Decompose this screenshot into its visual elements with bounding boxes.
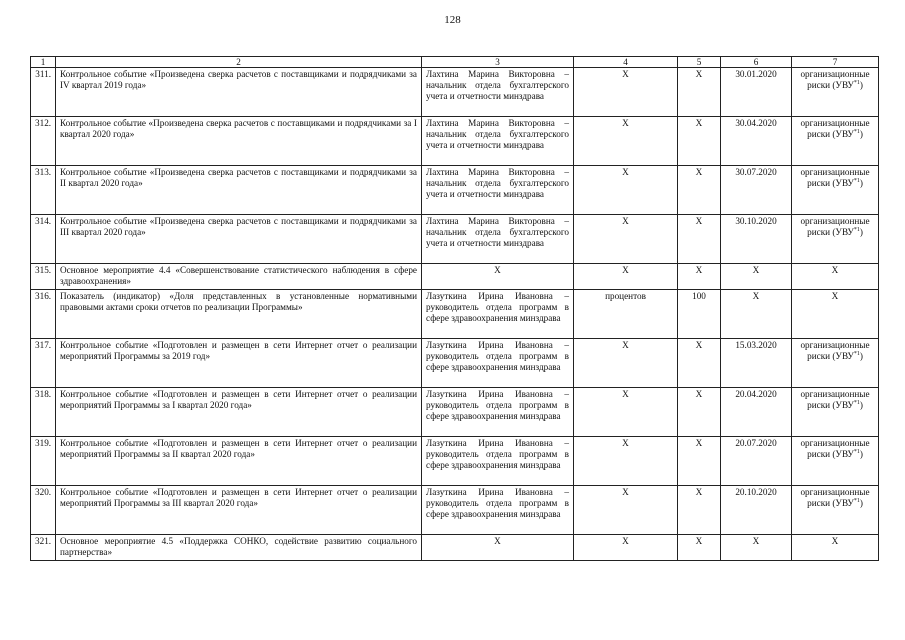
risk-text-tail: ): [859, 178, 863, 189]
responsible-person: Лазуткина Ирина Ивановна – руководитель отдела программ в сфере здравоохранения минздрава: [422, 339, 574, 388]
due-date: X: [721, 290, 792, 339]
risk-text: организационные риски (УВУ: [800, 487, 870, 509]
risk-text: организационные риски (УВУ: [800, 167, 870, 189]
unit-of-measure: X: [574, 388, 678, 437]
activity-name: Контрольное событие «Подготовлен и размещен в сети Интернет отчет о реализации мероприятий Программы за I квартал 2020 года»: [56, 388, 422, 437]
responsible-person: X: [422, 264, 574, 290]
responsible-person: X: [422, 535, 574, 561]
activity-name: Показатель (индикатор) «Доля представленных в установленные нормативными правовыми актами сроки отчетов по реализации Программы»: [56, 290, 422, 339]
responsible-person: Лахтина Марина Викторовна – начальник отдела бухгалтерского учета и отчетности минздрава: [422, 68, 574, 117]
risk-text: организационные риски (УВУ: [800, 340, 870, 362]
due-date: 30.04.2020: [721, 117, 792, 166]
target-value: X: [678, 117, 721, 166]
risk-footnote-mark: *1: [853, 129, 860, 136]
unit-of-measure: X: [574, 486, 678, 535]
column-header: 1: [31, 57, 56, 68]
risk-text-tail: ): [859, 400, 863, 411]
table-row: [31, 68, 879, 117]
activity-name: Контрольное событие «Произведена сверка расчетов с поставщиками и подрядчиками за II квартал 2020 года»: [56, 166, 422, 215]
target-value: X: [678, 388, 721, 437]
row-number: 314.: [31, 215, 56, 264]
activity-name: Контрольное событие «Подготовлен и размещен в сети Интернет отчет о реализации мероприятий Программы за 2019 год»: [56, 339, 422, 388]
risk-text-tail: ): [859, 351, 863, 362]
target-value: X: [678, 437, 721, 486]
risk-cell: [792, 339, 879, 388]
activity-name: Основное мероприятие 4.4 «Совершенствование статистического наблюдения в сфере здравоохранения»: [56, 264, 422, 290]
risk-cell: [792, 437, 879, 486]
row-number: 312.: [31, 117, 56, 166]
risk-footnote-mark: *1: [853, 227, 860, 234]
risk-text: организационные риски (УВУ: [800, 389, 870, 411]
due-date: 30.07.2020: [721, 166, 792, 215]
target-value: 100: [678, 290, 721, 339]
table-row: [31, 215, 879, 264]
table-row: [31, 117, 879, 166]
responsible-person: Лахтина Марина Викторовна – начальник отдела бухгалтерского учета и отчетности минздрава: [422, 166, 574, 215]
column-header: 7: [792, 57, 879, 68]
row-number: 319.: [31, 437, 56, 486]
column-header: 2: [56, 57, 422, 68]
risk-text: организационные риски (УВУ: [800, 216, 870, 238]
responsible-person: Лазуткина Ирина Ивановна – руководитель отдела программ в сфере здравоохранения минздрава: [422, 290, 574, 339]
risk-text: организационные риски (УВУ: [800, 69, 870, 91]
due-date: 15.03.2020: [721, 339, 792, 388]
table-row: [31, 339, 879, 388]
responsible-person: Лахтина Марина Викторовна – начальник отдела бухгалтерского учета и отчетности минздрава: [422, 117, 574, 166]
unit-of-measure: X: [574, 437, 678, 486]
target-value: X: [678, 68, 721, 117]
row-number: 321.: [31, 535, 56, 561]
risk-text: организационные риски (УВУ: [800, 438, 870, 460]
row-number: 313.: [31, 166, 56, 215]
column-header: 5: [678, 57, 721, 68]
unit-of-measure: X: [574, 166, 678, 215]
row-number: 317.: [31, 339, 56, 388]
header-row: [31, 57, 879, 68]
risk-text: X: [831, 265, 839, 275]
unit-of-measure: X: [574, 264, 678, 290]
table-row: [31, 290, 879, 339]
row-number: 311.: [31, 68, 56, 117]
responsible-person: Лазуткина Ирина Ивановна – руководитель отдела программ в сфере здравоохранения минздрава: [422, 437, 574, 486]
risk-cell: [792, 215, 879, 264]
risk-cell: [792, 388, 879, 437]
due-date: 20.04.2020: [721, 388, 792, 437]
risk-footnote-mark: *1: [853, 178, 860, 185]
table-row: [31, 166, 879, 215]
risk-footnote-mark: *1: [853, 351, 860, 358]
unit-of-measure: X: [574, 535, 678, 561]
unit-of-measure: процентов: [574, 290, 678, 339]
risk-text: X: [831, 536, 839, 546]
risk-cell: [792, 264, 879, 290]
row-number: 315.: [31, 264, 56, 290]
target-value: X: [678, 215, 721, 264]
activity-name: Контрольное событие «Произведена сверка расчетов с поставщиками и подрядчиками за I квартал 2020 года»: [56, 117, 422, 166]
table-row: [31, 535, 879, 561]
page-number: 128: [444, 14, 461, 26]
risk-cell: [792, 68, 879, 117]
column-header: 3: [422, 57, 574, 68]
risk-cell: [792, 166, 879, 215]
table-row: [31, 437, 879, 486]
risk-footnote-mark: *1: [853, 400, 860, 407]
responsible-person: Лазуткина Ирина Ивановна – руководитель отдела программ в сфере здравоохранения минздрава: [422, 388, 574, 437]
unit-of-measure: X: [574, 117, 678, 166]
risk-text-tail: ): [859, 498, 863, 509]
responsible-person: Лазуткина Ирина Ивановна – руководитель отдела программ в сфере здравоохранения минздрава: [422, 486, 574, 535]
target-value: X: [678, 339, 721, 388]
activity-name: Контрольное событие «Произведена сверка расчетов с поставщиками и подрядчиками за III квартал 2020 года»: [56, 215, 422, 264]
risk-footnote-mark: *1: [853, 449, 860, 456]
due-date: 20.07.2020: [721, 437, 792, 486]
risk-footnote-mark: *1: [853, 498, 860, 505]
risk-footnote-mark: *1: [853, 80, 860, 87]
risk-text: организационные риски (УВУ: [800, 118, 870, 140]
unit-of-measure: X: [574, 68, 678, 117]
row-number: 318.: [31, 388, 56, 437]
risk-cell: [792, 535, 879, 561]
activity-name: Контрольное событие «Подготовлен и размещен в сети Интернет отчет о реализации мероприятий Программы за II квартал 2020 года»: [56, 437, 422, 486]
due-date: X: [721, 264, 792, 290]
unit-of-measure: X: [574, 339, 678, 388]
table-row: [31, 486, 879, 535]
target-value: X: [678, 166, 721, 215]
activity-table: [30, 56, 879, 561]
risk-text: X: [831, 291, 839, 301]
target-value: X: [678, 264, 721, 290]
unit-of-measure: X: [574, 215, 678, 264]
activity-name: Контрольное событие «Произведена сверка расчетов с поставщиками и подрядчиками за IV квартал 2019 года»: [56, 68, 422, 117]
target-value: X: [678, 486, 721, 535]
risk-cell: [792, 290, 879, 339]
risk-text-tail: ): [859, 129, 863, 140]
table-body: [31, 68, 879, 561]
due-date: 30.10.2020: [721, 215, 792, 264]
risk-text-tail: ): [859, 449, 863, 460]
row-number: 320.: [31, 486, 56, 535]
risk-text-tail: ): [859, 227, 863, 238]
table-row: [31, 388, 879, 437]
target-value: X: [678, 535, 721, 561]
table-row: [31, 264, 879, 290]
row-number: 316.: [31, 290, 56, 339]
due-date: 30.01.2020: [721, 68, 792, 117]
risk-text-tail: ): [859, 80, 863, 91]
column-header: 4: [574, 57, 678, 68]
responsible-person: Лахтина Марина Викторовна – начальник отдела бухгалтерского учета и отчетности минздрава: [422, 215, 574, 264]
due-date: 20.10.2020: [721, 486, 792, 535]
column-header: 6: [721, 57, 792, 68]
activity-name: Основное мероприятие 4.5 «Поддержка СОНКО, содействие развитию социального партнерства»: [56, 535, 422, 561]
risk-cell: [792, 486, 879, 535]
due-date: X: [721, 535, 792, 561]
activity-name: Контрольное событие «Подготовлен и размещен в сети Интернет отчет о реализации мероприятий Программы за III квартал 2020 года»: [56, 486, 422, 535]
risk-cell: [792, 117, 879, 166]
